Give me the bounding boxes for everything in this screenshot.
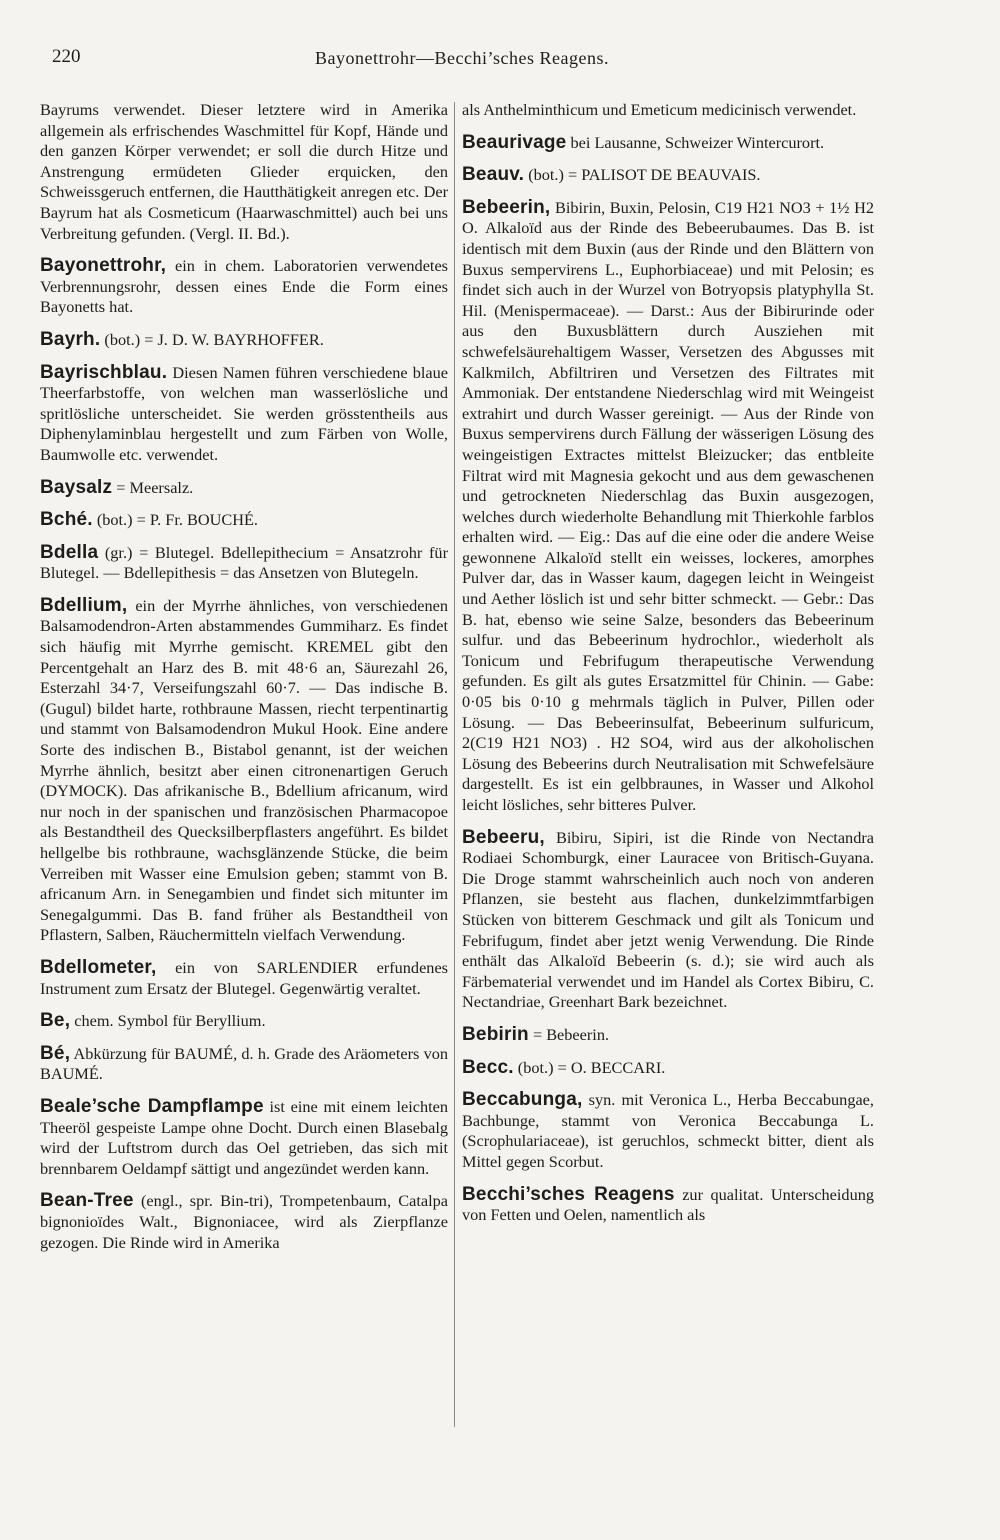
entry-text: Bibirin, Buxin, Pelosin, C19 H21 NO3 + 1½ H2 O. Alkaloïd aus der Rinde des Bebeerubaumes. Das B. ist identisch mit dem Buxin (aus der Rinde und den Blättern von Buxus sempervirens L., Euphorbiaceae) und mit Pelosin; es findet sich auch in der Wurzel von Botryopsis platyphylla St. Hil. (Menispermaceae). — Darst.: Aus der Bibirurinde oder aus den Buxusblättern durch Ausziehen mit schwefelsäurehaltigem Wasser, Versetzen des Abgusses mit Kalkmilch, Abfiltriren und Versetzen des Filtrates mit Ammoniak. Der entstandene Niederschlag wird mit Weingeist extrahirt und durch Wasser gereinigt. — Aus der Rinde von Buxus sempervirens durch Fällung der wässerigen Lösung des weingeistigen Extractes mittelst Bleizucker; das entbleite Filtrat wird mit Magnesia gekocht und aus dem gewaschenen und getrockneten Niederschlag das Buxin ausgezogen, welches durch wiederholte Behandlung mit Thierkohle farblos erhalten wird. — Eig.: Das auf die eine oder die andere Weise gewonnene Alkaloïd stellt ein weisses, lockeres, amorphes Pulver dar, das in Wasser kaum, dagegen leicht in Weingeist und Aether löslich ist und sehr bitter schmeckt. — Gebr.: Das B. hat, ebenso wie seine Salze, besonders das Bebeerinum sulfur. und das Bebeerinum hydrochlor., wiederholt als Tonicum und Febrifugum therapeutische Verwendung gefunden. Es gilt als gutes Ersatzmittel für Chinin. — Gabe: 0·05 bis 0·10 g mehrmals täglich in Pulver, Pillen oder Lösung. — Das Bebeerinsulfat, Bebeerinum sulfuricum, 2(C19 H21 NO3) . H2 SO4, wird aus der alkoholischen Lösung des Bebeerins durch Neutralisation mit Schwefelsäure dargestellt. Es ist ein gelbbraunes, in Wasser und Alkohol leicht lösliches, sehr bitteres Pulver. — [462, 197, 874, 814]
entry-headword: Bdella — [40, 541, 99, 563]
entry-text: (engl., spr. Bin-tri), Trompetenbaum, Catalpa bignonioïdes Walt., Bignoniacee, wird als Zierpflanze gezogen. Die Rinde wird in Amerika — [40, 1191, 448, 1252]
entry-beale-dampflampe — [40, 1097, 448, 1179]
entry-headword: Beauv. — [462, 164, 525, 186]
entry-text: als Anthelminthicum und Emeticum medicinisch verwendet. — [462, 100, 857, 119]
entry-headword: Bayrischblau. — [40, 361, 168, 383]
entry-baysalz — [40, 478, 448, 499]
entry-headword: Becc. — [462, 1056, 514, 1078]
entry-headword: Bebirin — [462, 1023, 529, 1045]
entry-headword: Be, — [40, 1010, 71, 1032]
entry-beaurivage — [462, 133, 874, 154]
entry-text: Bayrums verwendet. Dieser letztere wird in Amerika allgemein als erfrischendes Waschmittel für Kopf, Hände und den ganzen Körper verwendet; er soll die durch Hitze und Anstrengung ermüdeten Glieder erquicken, den Schweissgeruch entfernen, die Hautthätigkeit anregen etc. Der Bayrum hat als Cosmeticum (Haarwaschmittel) auch bei uns Verbreitung gefunden. (Vergl. II. Bd.). — [40, 100, 448, 243]
entry-text: Bibiru, Sipiri, ist die Rinde von Nectandra Rodiaei Schomburgk, einer Lauracee von Britisch-Guyana. Die Droge stammt wahrscheinlich auch noch von anderen Pflanzen, sie besteht aus flachen, dunkelzimmtfarbigen Stücken von bitterem Geschmack und gilt als Tonicum und Febrifugum, findet aber jetzt wenig Verwendung. Die Rinde enthält das Alkaloïd Bebeerin (s. d.); sie wird auch als Färbematerial verwendet und im Handel als Cortex Bibiru, C. Nectandriae, Greenhart Bark bezeichnet. — [462, 827, 874, 1012]
entry-headword: Baysalz — [40, 476, 113, 498]
entry-headword: Bché. — [40, 509, 93, 531]
entry-text: (bot.) = PALISOT DE BEAUVAIS. — [528, 165, 761, 185]
entry-continuation — [40, 100, 448, 244]
entry-text: (bot.) = J. D. W. BAYRHOFFER. — [104, 329, 324, 349]
entry-text: syn. mit Veronica L., Herba Beccabungae, Bachbunge, stammt von Veronica Beccabunga L. (Scrophulariaceae), ist geruchlos, schmeckt bitter, dient als Mittel gegen Scorbut. — [462, 1090, 874, 1171]
entry-text: (bot.) = P. Fr. BOUCHÉ. — [96, 510, 258, 530]
entry-text: (gr.) = Blutegel. Bdellepithecium = Ansatzrohr für Blutegel. — Bdellepithesis = das Ansetzen von Blutegeln. — [40, 542, 448, 583]
entry-bche — [40, 510, 448, 531]
entry-text: bei Lausanne, Schweizer Wintercurort. — [570, 132, 825, 152]
entry-text: ist eine mit einem leichten Theeröl gespeiste Lampe ohne Docht. Durch einen Blasebalg wird der Luftstrom durch das Oel getrieben, das sich mit brennbarem Oeldampf sättigt und angezündet werden kann. — [40, 1096, 448, 1178]
entry-beauv — [462, 165, 874, 186]
entry-headword: Bebeeru, — [462, 826, 545, 848]
entry-bebeerin — [462, 198, 874, 816]
entry-headword: Bdellium, — [40, 594, 128, 616]
entry-be — [40, 1011, 448, 1032]
entry-bdella — [40, 543, 448, 584]
entry-bayonettrohr — [40, 256, 448, 318]
page-number: 220 — [52, 46, 81, 67]
entry-bayrischblau — [40, 363, 448, 466]
entry-text: ein in chem. Laboratorien verwendetes Verbrennungsrohr, dessen eines Ende die Form eines Bayonetts hat. — [40, 256, 449, 317]
column-divider — [454, 102, 455, 1427]
entry-headword: Beale’sche Dampflampe — [40, 1095, 264, 1117]
entry-headword: Beaurivage — [462, 131, 567, 153]
entry-text: = Bebeerin. — [532, 1024, 610, 1044]
left-column — [40, 100, 448, 1265]
entry-headword: Bean-Tree — [40, 1190, 134, 1212]
entry-text: Diesen Namen führen verschiedene blaue Theerfarbstoffe, von welchen man wasserlösliche und spritlösliche unterscheidet. Sie werden grösstentheils aus Diphenylaminblau hergestellt und zum Färben von Wolle, Baumwolle etc. verwendet. — [40, 362, 448, 464]
entry-text: (bot.) = O. BECCARI. — [517, 1057, 666, 1077]
entry-headword: Bayrh. — [40, 328, 101, 350]
entry-headword: Bebeerin, — [462, 196, 551, 218]
entry-text: Abkürzung für BAUMÉ, d. h. Grade des Aräometers von BAUMÉ. — [40, 1043, 449, 1084]
entry-headword: Bé, — [40, 1042, 71, 1064]
entry-becchi-reagens — [462, 1185, 874, 1226]
entry-text: = Meersalz. — [116, 477, 194, 497]
entry-headword: Bdellometer, — [40, 956, 157, 978]
page-header — [52, 46, 872, 78]
entry-bdellometer — [40, 958, 448, 999]
entry-text: ein der Myrrhe ähnliches, von verschiedenen Balsamodendron-Arten abstammendes Gummiharz. Es findet sich häufig mit Myrrhe gemischt. KREMEL gibt den Percentgehalt an Harz des B. mit 48·6 an, Säurezahl 26, Esterzahl 34·7, Verseifungszahl 60·7. — Das indische B. (Gugul) bildet harte, rothbraune Massen, riecht terpentinartig und stammt von Balsamodendron Mukul Hook. Eine andere Sorte des indischen B., Bistabol genannt, ist der weichen Myrrhe ähnlich, besitzt aber einen citronenartigen Geruch (DYMOCK). Das afrikanische B., Bdellium africanum, wird nur noch in der spanischen und französischen Pharmacopoe als Bestandtheil des Quecksilberpflasters angeführt. Es bildet hellgelbe bis rothbraune, wachsglänzende Stücke, die beim Verreiben mit Wasser eine Emulsion geben; stammt von B. africanum Arn. in Senegambien und findet sich mitunter im Senegalgummi. Das B. fand früher als Bestandtheil von Pflastern, Salben, Räuchermitteln vielfach Verwendung. — [40, 595, 448, 945]
entry-text: ein von SARLENDIER erfundenes Instrument zum Ersatz der Blutegel. Gegenwärtig veraltet. — [40, 957, 449, 998]
entry-headword: Becchi’sches Reagens — [462, 1183, 675, 1205]
entry-bayrh — [40, 330, 448, 351]
entry-beccabunga — [462, 1090, 874, 1172]
entry-bean-tree — [40, 1191, 448, 1253]
entry-continuation — [462, 100, 874, 121]
entry-headword: Beccabunga, — [462, 1089, 583, 1111]
running-title: Bayonettrohr—Becchi’sches Reagens. — [315, 48, 609, 68]
entry-bebeeru — [462, 828, 874, 1013]
entry-be-baume — [40, 1044, 448, 1085]
entry-bdellium — [40, 596, 448, 946]
entry-bebirin — [462, 1025, 874, 1046]
entry-text: zur qualitat. Unterscheidung von Fetten und Oelen, namentlich als — [462, 1184, 874, 1225]
entry-headword: Bayonettrohr, — [40, 255, 167, 277]
entry-text: chem. Symbol für Beryllium. — [74, 1011, 266, 1031]
right-column — [462, 100, 874, 1238]
entry-becc — [462, 1058, 874, 1079]
